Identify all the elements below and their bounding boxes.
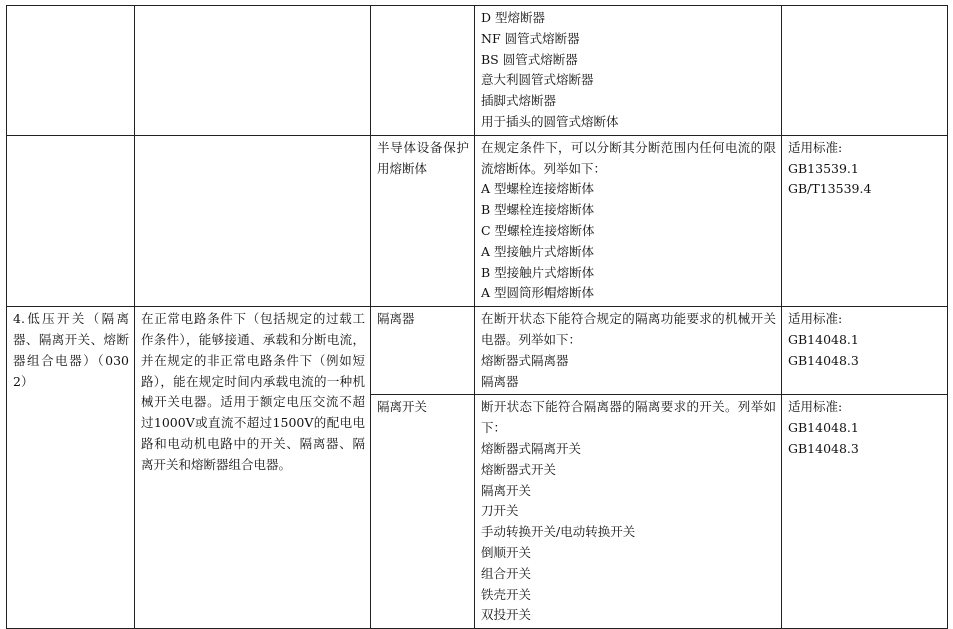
standards-label: 适用标准: <box>788 399 843 415</box>
list-item: BS 圆管式熔断器 <box>481 51 578 67</box>
subcategory-name: 隔离开关 <box>371 395 475 629</box>
description-text: 在断开状态下能符合规定的隔离功能要求的机械开关电器。列举如下： <box>481 311 776 347</box>
list-item: B 型螺栓连接熔断体 <box>481 202 595 218</box>
standard-code: GB13539.1 <box>788 160 859 176</box>
description-cell <box>475 307 782 395</box>
list-item: A 型圆筒形帽熔断体 <box>481 285 595 301</box>
definition-cell: 在正常电路条件下（包括规定的过载工作条件），能够接通、承载和分断电流，并在规定的非正常电路条件下（例如短路），能在规定时间内承载电流的一种机械开关电器。适用于额定电压交流不超过1000V或直流不超过1500V的配电电路和电动机电路中的开关、隔离器、隔离开关和熔断器组合电器。 <box>135 307 371 629</box>
list-item: 用于插头的圆管式熔断体 <box>481 113 619 129</box>
fuse-types-cell <box>475 6 782 136</box>
standard-code: GB14048.3 <box>788 440 859 456</box>
product-catalog-table <box>6 5 948 629</box>
standards-cell-empty <box>782 6 948 136</box>
category-cell: 4.低压开关（隔离器、隔离开关、熔断器组合电器）（0302） <box>7 307 135 629</box>
standard-code: GB/T13539.4 <box>788 181 872 197</box>
standards-label: 适用标准: <box>788 139 843 155</box>
standards-cell <box>782 307 948 395</box>
list-item: 倒顺开关 <box>481 544 532 560</box>
description-cell <box>475 395 782 629</box>
standards-cell <box>782 395 948 629</box>
definition-cell-empty <box>135 135 371 306</box>
list-item: 铁壳开关 <box>481 586 532 602</box>
list-item: A 型接触片式熔断体 <box>481 243 595 259</box>
category-cell-empty <box>7 135 135 306</box>
semiconductor-fuse-row <box>7 135 948 306</box>
isolator-row <box>7 307 948 395</box>
list-item: 隔离开关 <box>481 482 532 498</box>
description-text: 在规定条件下，可以分断其分断范围内任何电流的限流熔断体。列举如下： <box>481 139 776 176</box>
standard-code: GB14048.1 <box>788 331 859 347</box>
list-item: 熔断器式隔离开关 <box>481 440 582 456</box>
subcategory-cell-empty <box>371 6 475 136</box>
standard-code: GB14048.1 <box>788 420 859 436</box>
list-item: C 型螺栓连接熔断体 <box>481 222 595 238</box>
standards-label: 适用标准: <box>788 311 843 327</box>
list-item: 刀开关 <box>481 503 519 519</box>
description-text: 断开状态下能符合隔离器的隔离要求的开关。列举如下： <box>481 399 776 436</box>
list-item: 意大利圆管式熔断器 <box>481 72 594 88</box>
list-item: 插脚式熔断器 <box>481 93 557 109</box>
fuse-continuation-row <box>7 6 948 136</box>
standards-cell <box>782 135 948 306</box>
standard-code: GB14048.3 <box>788 352 859 368</box>
description-cell <box>475 135 782 306</box>
list-item: D 型熔断器 <box>481 10 545 25</box>
list-item: 双投开关 <box>481 607 532 623</box>
category-cell-empty <box>7 6 135 136</box>
list-item: 熔断器式开关 <box>481 461 557 477</box>
list-item: 熔断器式隔离器 <box>481 352 569 368</box>
list-item: 隔离器 <box>481 373 519 389</box>
list-item: 手动转换开关/电动转换开关 <box>481 524 636 540</box>
list-item: NF 圆管式熔断器 <box>481 30 580 46</box>
list-item: A 型螺栓连接熔断体 <box>481 181 595 197</box>
subcategory-name: 隔离器 <box>371 307 475 395</box>
definition-cell-empty <box>135 6 371 136</box>
subcategory-name: 半导体设备保护用熔断体 <box>371 135 475 306</box>
list-item: 组合开关 <box>481 565 532 581</box>
list-item: B 型接触片式熔断体 <box>481 264 595 280</box>
